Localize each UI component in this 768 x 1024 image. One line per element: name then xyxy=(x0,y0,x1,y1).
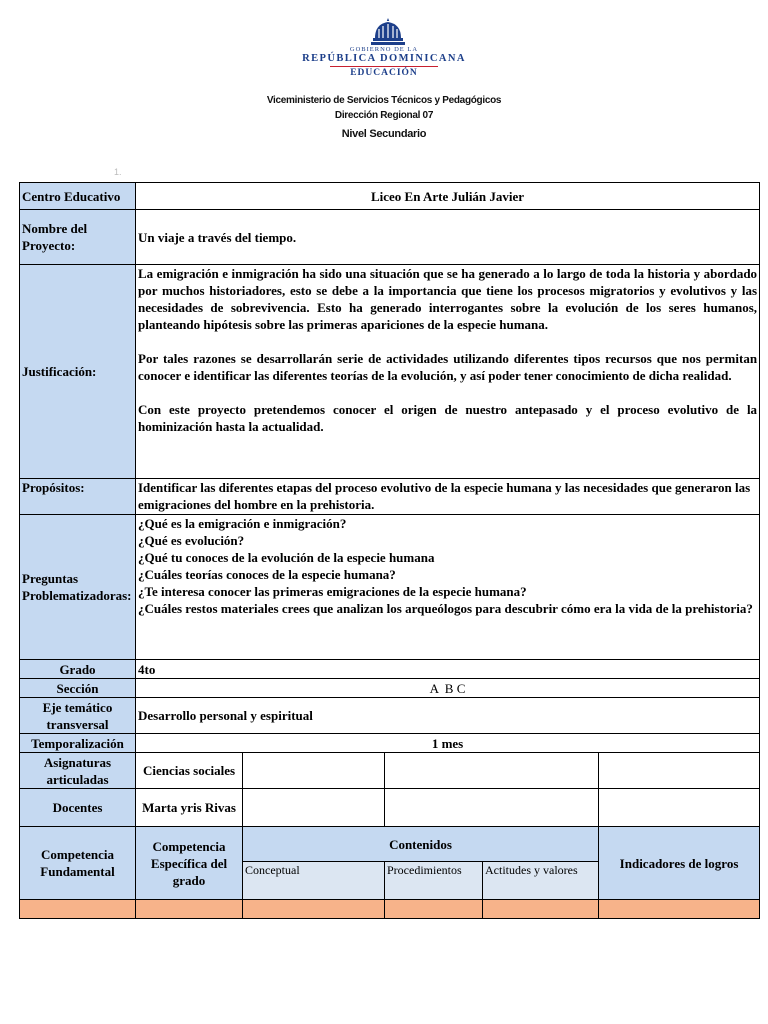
actitudes-header: Actitudes y valores xyxy=(483,862,599,900)
document-header xyxy=(0,0,768,177)
indicadores-header: Indicadores de logros xyxy=(599,827,760,900)
table-row xyxy=(20,479,760,515)
propositos-value: Identificar las diferentes etapas del proceso evolutivo de la especie humana y las necesidades que generaron las emigraciones del hombre en la prehistoria. xyxy=(136,479,760,515)
procedimientos-header: Procedimientos xyxy=(385,862,483,900)
pregunta-item: ¿Cuáles teorías conoces de la especie humana? xyxy=(138,567,396,582)
nivel-text: Nivel Secundario xyxy=(341,128,427,140)
government-shield-icon xyxy=(368,16,408,48)
empty-cell xyxy=(20,900,136,919)
nombre-value: Un viaje a través del tiempo. xyxy=(136,210,760,265)
justificacion-paragraph: La emigración e inmigración ha sido una situación que se ha generado a lo largo de toda la historia y abordado por muchos historiadores, esto se debe a la importancia que tiene los procesos migratorios y evolutivos y las necesidades de sobrevivencia. Esto ha generado interrogantes sobre la evolución de los seres humanos, planteando hipótesis sobre las primeras apariciones de la especie humana. xyxy=(138,266,758,332)
list-number: 1. xyxy=(114,167,122,177)
viceministerio-text: Viceministerio de Servicios Técnicos y Pedagógicos xyxy=(266,95,502,106)
grado-value: 4to xyxy=(136,660,760,679)
direccion-text: Dirección Regional 07 xyxy=(334,110,434,121)
centro-value: Liceo En Arte Julián Javier xyxy=(136,183,760,210)
table-row xyxy=(20,660,760,679)
table-row xyxy=(20,698,760,734)
docentes-value: Marta yris Rivas xyxy=(136,789,243,827)
table-row xyxy=(20,679,760,698)
empty-cell xyxy=(385,789,599,827)
empty-cell xyxy=(599,789,760,827)
justificacion-paragraph: Por tales razones se desarrollarán serie de actividades utilizando diferentes tipos recursos que nos permitan conocer e identificar las diferentes teorías de la evolución, y así poder tener conocimiento de dicha realidad. xyxy=(138,351,758,383)
propositos-label: Propósitos: xyxy=(20,479,136,515)
empty-cell xyxy=(385,900,483,919)
table-row xyxy=(20,789,760,827)
empty-cell xyxy=(599,753,760,789)
empty-cell xyxy=(136,900,243,919)
preguntas-list xyxy=(136,515,760,660)
justificacion-paragraph: Con este proyecto pretendemos conocer el origen de nuestro antepasado y el proceso evolutivo de la hominización hasta la actualidad. xyxy=(138,402,758,434)
pregunta-item: ¿Qué tu conoces de la evolución de la especie humana xyxy=(138,550,435,565)
competencia-fundamental-header: Competencia Fundamental xyxy=(20,827,136,900)
seccion-label: Sección xyxy=(20,679,136,698)
educacion-text: EDUCACIÓN xyxy=(350,68,418,78)
gobierno-text: GOBIERNO DE LA xyxy=(349,46,419,53)
pregunta-item: ¿Cuáles restos materiales crees que analizan los arqueólogos para descubrir cómo era la vida de la prehistoria? xyxy=(138,601,753,616)
table-row xyxy=(20,183,760,210)
republica-text: REPÚBLICA DOMINICANA xyxy=(302,53,466,64)
table-row xyxy=(20,734,760,753)
table-row xyxy=(20,753,760,789)
competencia-especifica-header: Competencia Específica del grado xyxy=(136,827,243,900)
contenidos-header: Contenidos xyxy=(243,827,599,862)
grado-label: Grado xyxy=(20,660,136,679)
table-row xyxy=(20,265,760,479)
temporalizacion-label: Temporalización xyxy=(20,734,136,753)
nombre-label: Nombre del Proyecto: xyxy=(20,210,136,265)
table-row xyxy=(20,515,760,660)
empty-cell xyxy=(243,900,385,919)
table-row xyxy=(20,827,760,862)
pregunta-item: ¿Qué es evolución? xyxy=(138,533,245,548)
justificacion-value xyxy=(136,265,760,479)
header-rule xyxy=(330,66,438,67)
asignaturas-label: Asignaturas articuladas xyxy=(20,753,136,789)
empty-cell xyxy=(599,900,760,919)
seccion-value: A B C xyxy=(136,679,760,698)
table-row xyxy=(20,900,760,919)
preguntas-label: Preguntas Problematizadoras: xyxy=(20,515,136,660)
pregunta-item: ¿Qué es la emigración e inmigración? xyxy=(138,516,347,531)
eje-value: Desarrollo personal y espiritual xyxy=(136,698,760,734)
empty-cell xyxy=(243,789,385,827)
asignaturas-value: Ciencias sociales xyxy=(136,753,243,789)
docentes-label: Docentes xyxy=(20,789,136,827)
project-table xyxy=(19,182,760,919)
empty-cell xyxy=(483,900,599,919)
conceptual-header: Conceptual xyxy=(243,862,385,900)
empty-cell xyxy=(243,753,385,789)
eje-label: Eje temático transversal xyxy=(20,698,136,734)
empty-cell xyxy=(385,753,599,789)
justificacion-label: Justificación: xyxy=(20,265,136,479)
temporalizacion-value: 1 mes xyxy=(136,734,760,753)
pregunta-item: ¿Te interesa conocer las primeras emigraciones de la especie humana? xyxy=(138,584,527,599)
table-row xyxy=(20,210,760,265)
centro-label: Centro Educativo xyxy=(20,183,136,210)
